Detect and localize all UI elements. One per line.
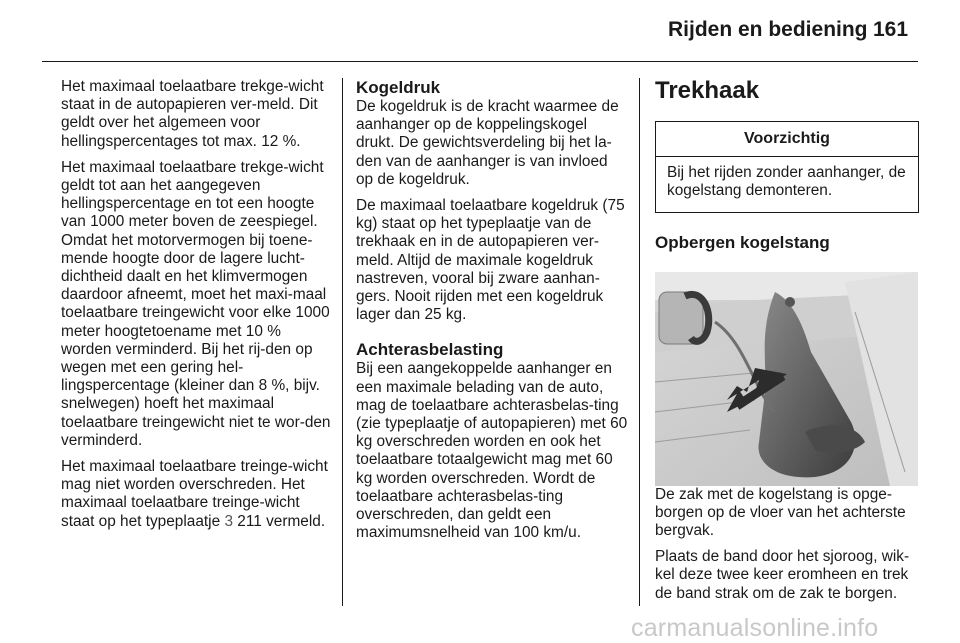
column-divider-1 (342, 78, 343, 606)
achterasbelasting-paragraph: Bij een aangekoppelde aanhanger en een maximale belading van de auto, mag de toelaatbare achterasbelas-ting (zie typeplaatje of autopapieren) met 60 kg overschreden worden en ook het toelaatbare totaalgewicht mag met 60 kg worden overschreden. Wordt de toelaatbare achterasbelas-ting overschreden, dan geldt een maximumsnelheid van 100 km/u. (356, 360, 628, 542)
achterasbelasting-heading: Achterasbelasting (356, 340, 504, 360)
paragraph-max-trailer-weight: Het maximaal toelaatbare trekge-wicht staat in de autopapieren ver-meld. Dit geldt over het algemeen voor hellingspercentages tot max. 12 %. (61, 78, 324, 150)
paragraph-altitude: Het maximaal toelaatbare trekge-wicht geldt tot aan het aangegeven hellingspercentage en tot een hoogte van 1000 meter boven de zeespiegel. Omdat het motorvermogen bij toene-mende hoogte door de lagere lucht-dichtheid daalt en het klimvermogen daardoor afneemt, moet het maxi-maal toelaatbare treingewicht voor elke 1000 meter hoogtetoename met 10 % worden verminderd. Bij het rij-den op wegen met een gering hel-lingspercentage (kleiner dan 8 %, bijv. snelwegen) hoeft het maximaal toelaatbare treingewicht niet te wor-den verminderd. (61, 158, 331, 449)
column-3 (655, 78, 921, 611)
train-weight-text-end: vermeld. (266, 512, 326, 530)
towbar-bag-photo (655, 272, 918, 486)
photo-caption-2: Plaats de band door het sjoroog, wik-kel deze twee keer eromheen en trek de band strak om de zak te borgen. (655, 548, 910, 602)
column-divider-2 (639, 78, 640, 606)
kogeldruk-paragraph-1: De kogeldruk is de kracht waarmee de aanhanger op de koppelingskogel drukt. De gewichtsverdeling bij het la-den van de aanhanger is van invloed op de kogeldruk. (356, 98, 619, 188)
trekhaak-heading: Trekhaak (655, 77, 760, 104)
kogeldruk-paragraph-2: De maximaal toelaatbare kogeldruk (75 kg) staat op het typeplaatje van de trekhaak en in de autopapieren ver-meld. Altijd de maximale kogeldruk nastreven, vooral bij zware aanhan-gers. Nooit rijden met een kogeldruk lager dan 25 kg. (356, 197, 625, 324)
page-number: 161 (873, 18, 909, 41)
warning-text: Bij het rijden zonder aanhanger, de kogelstang demonteren. (667, 164, 906, 200)
column-2 (356, 78, 628, 550)
warning-box (655, 121, 919, 213)
kogeldruk-heading: Kogeldruk (356, 78, 441, 97)
column-1 (61, 78, 333, 539)
warning-title: Voorzichtig (656, 122, 918, 157)
page-ref-arrow-icon[interactable]: 3 (224, 512, 233, 530)
photo-caption-1: De zak met de kogelstang is opge-borgen op de vloer van het achterste bergvak. (655, 485, 906, 540)
watermark: carmanualsonline.info (631, 614, 879, 642)
page-ref-link[interactable]: 211 (237, 512, 262, 530)
header-divider (42, 61, 918, 62)
storage-heading: Opbergen kogelstang (655, 232, 830, 252)
header-title: Rijden en bediening (668, 18, 868, 41)
paragraph-train-weight (61, 458, 333, 531)
train-weight-text: Het maximaal toelaatbare treinge-wicht mag niet worden overschreden. Het maximaal toelaatbare treinge-wicht staat op het typeplaatje (61, 458, 328, 530)
